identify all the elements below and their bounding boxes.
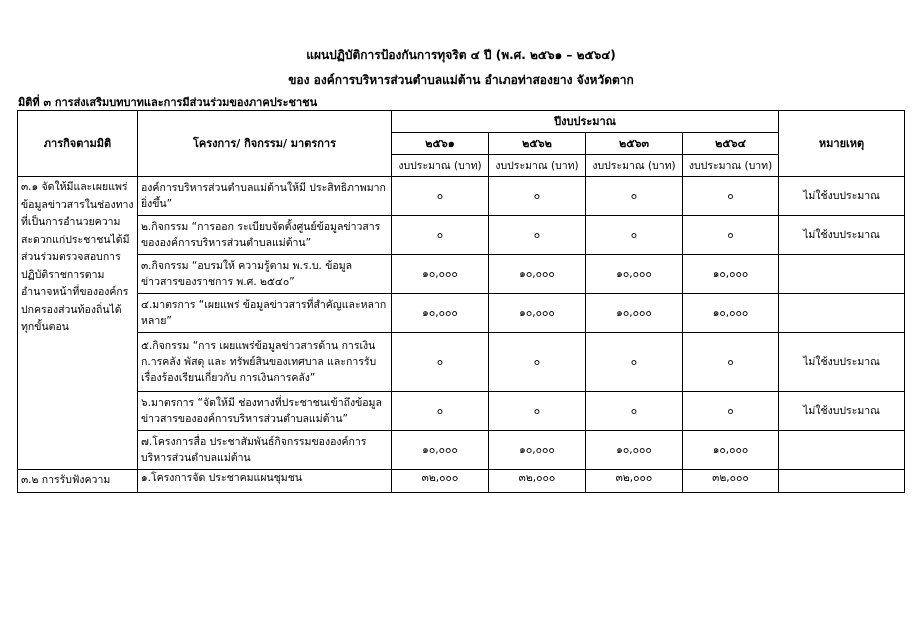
budget-cell: ๑๐,๐๐๐ (392, 255, 489, 294)
activity-cell: ๗.โครงการสื่อ ประชาสัมพันธ์กิจกรรมขององค์การบริหารส่วนตำบลแม่ต้าน (138, 431, 392, 470)
header-year: ๒๕๖๓ (586, 133, 683, 155)
budget-cell: ๓๒,๐๐๐ (586, 470, 683, 493)
table-row (18, 216, 905, 255)
budget-cell: ๐ (683, 392, 779, 431)
remark-cell (779, 294, 905, 333)
budget-cell: ๑๐,๐๐๐ (489, 255, 586, 294)
header-remark: หมายเหตุ (779, 111, 905, 177)
budget-cell: ๓๒,๐๐๐ (489, 470, 586, 493)
budget-cell: ๐ (392, 333, 489, 392)
budget-cell: ๑๐,๐๐๐ (683, 431, 779, 470)
remark-cell: ไม่ใช้งบประมาณ (779, 333, 905, 392)
activity-cell: องค์การบริหารส่วนตำบลแม่ต้านให้มี ประสิทธิภาพมากยิ่งขึ้น” (138, 177, 392, 216)
table-row (18, 255, 905, 294)
budget-cell: ๐ (489, 177, 586, 216)
document-title: แผนปฏิบัติการป้องกันการทุจริต ๔ ปี (พ.ศ. ๒๕๖๑ – ๒๕๖๔) (306, 48, 616, 62)
header-budget-unit: งบประมาณ (บาท) (683, 155, 779, 177)
budget-cell: ๑๐,๐๐๐ (683, 255, 779, 294)
remark-cell (779, 255, 905, 294)
remark-cell: ไม่ใช้งบประมาณ (779, 216, 905, 255)
mission-cell: ๓.๒ การรับฟังความ (18, 470, 138, 493)
budget-cell: ๐ (489, 333, 586, 392)
activity-cell: ๓.กิจกรรม “อบรมให้ ความรู้ตาม พ.ร.บ. ข้อมูลข่าวสารของราชการ พ.ศ. ๒๕๔๐” (138, 255, 392, 294)
remark-cell (779, 470, 905, 493)
budget-cell: ๓๒,๐๐๐ (683, 470, 779, 493)
budget-cell: ๐ (586, 333, 683, 392)
header-project: โครงการ/ กิจกรรม/ มาตรการ (138, 111, 392, 177)
table-row (18, 333, 905, 392)
budget-cell: ๐ (586, 216, 683, 255)
table-row (18, 177, 905, 216)
header-budget-unit: งบประมาณ (บาท) (586, 155, 683, 177)
activity-cell: ๕.กิจกรรม “การ เผยแพร่ข้อมูลข่าวสารด้าน การเงิน ก.ารคลัง พัสดุ และ ทรัพย์สินของเทศบาล และการรับเรื่องร้องเรียนเกี่ยวกับ การเงินการคลัง” (138, 333, 392, 392)
header-budget-unit: งบประมาณ (บาท) (489, 155, 586, 177)
header-mission: ภารกิจตามมิติ (18, 111, 138, 177)
budget-cell: ๑๐,๐๐๐ (489, 431, 586, 470)
budget-cell: ๐ (586, 177, 683, 216)
budget-cell: ๑๐,๐๐๐ (489, 294, 586, 333)
activity-cell: ๖.มาตรการ “จัดให้มี ช่องทางที่ประชาชนเข้าถึงข้อมูลข่าวสารขององค์การบริหารส่วนตำบลแม่ต้าน” (138, 392, 392, 431)
budget-cell: ๐ (683, 216, 779, 255)
header-budget-year: ปีงบประมาณ (392, 111, 779, 133)
table-row (18, 431, 905, 470)
budget-cell: ๑๐,๐๐๐ (586, 431, 683, 470)
budget-cell: ๐ (489, 392, 586, 431)
budget-cell: ๓๒,๐๐๐ (392, 470, 489, 493)
budget-cell: ๐ (392, 177, 489, 216)
document-subtitle: ของ องค์การบริหารส่วนตำบลแม่ต้าน อำเภอท่าสองยาง จังหวัดตาก (288, 73, 634, 87)
activity-cell: ๑.โครงการจัด ประชาคมแผนชุมชน (138, 470, 392, 493)
budget-cell: ๑๐,๐๐๐ (392, 294, 489, 333)
table-row (18, 470, 905, 493)
budget-cell: ๐ (392, 216, 489, 255)
remark-cell (779, 431, 905, 470)
header-year: ๒๕๖๒ (489, 133, 586, 155)
header-budget-unit: งบประมาณ (บาท) (392, 155, 489, 177)
budget-cell: ๐ (489, 216, 586, 255)
activity-cell: ๒.กิจกรรม “การออก ระเบียบจัดตั้งศูนย์ข้อมูลข่าวสารขององค์การบริหารส่วนตำบลแม่ต้าน” (138, 216, 392, 255)
remark-cell: ไม่ใช้งบประมาณ (779, 392, 905, 431)
budget-cell: ๑๐,๐๐๐ (586, 294, 683, 333)
table-row (18, 294, 905, 333)
budget-cell: ๑๐,๐๐๐ (392, 431, 489, 470)
mission-cell: ๓.๑ จัดให้มีและเผยแพร่ข้อมูลข่าวสารในช่องทางที่เป็นการอำนวยความสะดวกแก่ประชาชนได้มีส่วนร่วมตรวจสอบการปฏิบัติราชการตามอำนาจหน้าที่ขององค์กรปกครองส่วนท้องถิ่นได้ทุกขั้นตอน (18, 177, 138, 470)
budget-cell: ๑๐,๐๐๐ (683, 294, 779, 333)
budget-cell: ๑๐,๐๐๐ (586, 255, 683, 294)
budget-cell: ๐ (392, 392, 489, 431)
action-plan-table (17, 110, 905, 493)
dimension-heading: มิติที่ ๓ การส่งเสริมบทบาทและการมีส่วนร่วมของภาคประชาชน (18, 96, 318, 109)
table-row (18, 392, 905, 431)
budget-cell: ๐ (586, 392, 683, 431)
budget-cell: ๐ (683, 333, 779, 392)
budget-cell: ๐ (683, 177, 779, 216)
header-year: ๒๕๖๑ (392, 133, 489, 155)
remark-cell: ไม่ใช้งบประมาณ (779, 177, 905, 216)
activity-cell: ๔.มาตรการ “เผยแพร่ ข้อมูลข่าวสารที่สำคัญและหลากหลาย” (138, 294, 392, 333)
header-year: ๒๕๖๔ (683, 133, 779, 155)
